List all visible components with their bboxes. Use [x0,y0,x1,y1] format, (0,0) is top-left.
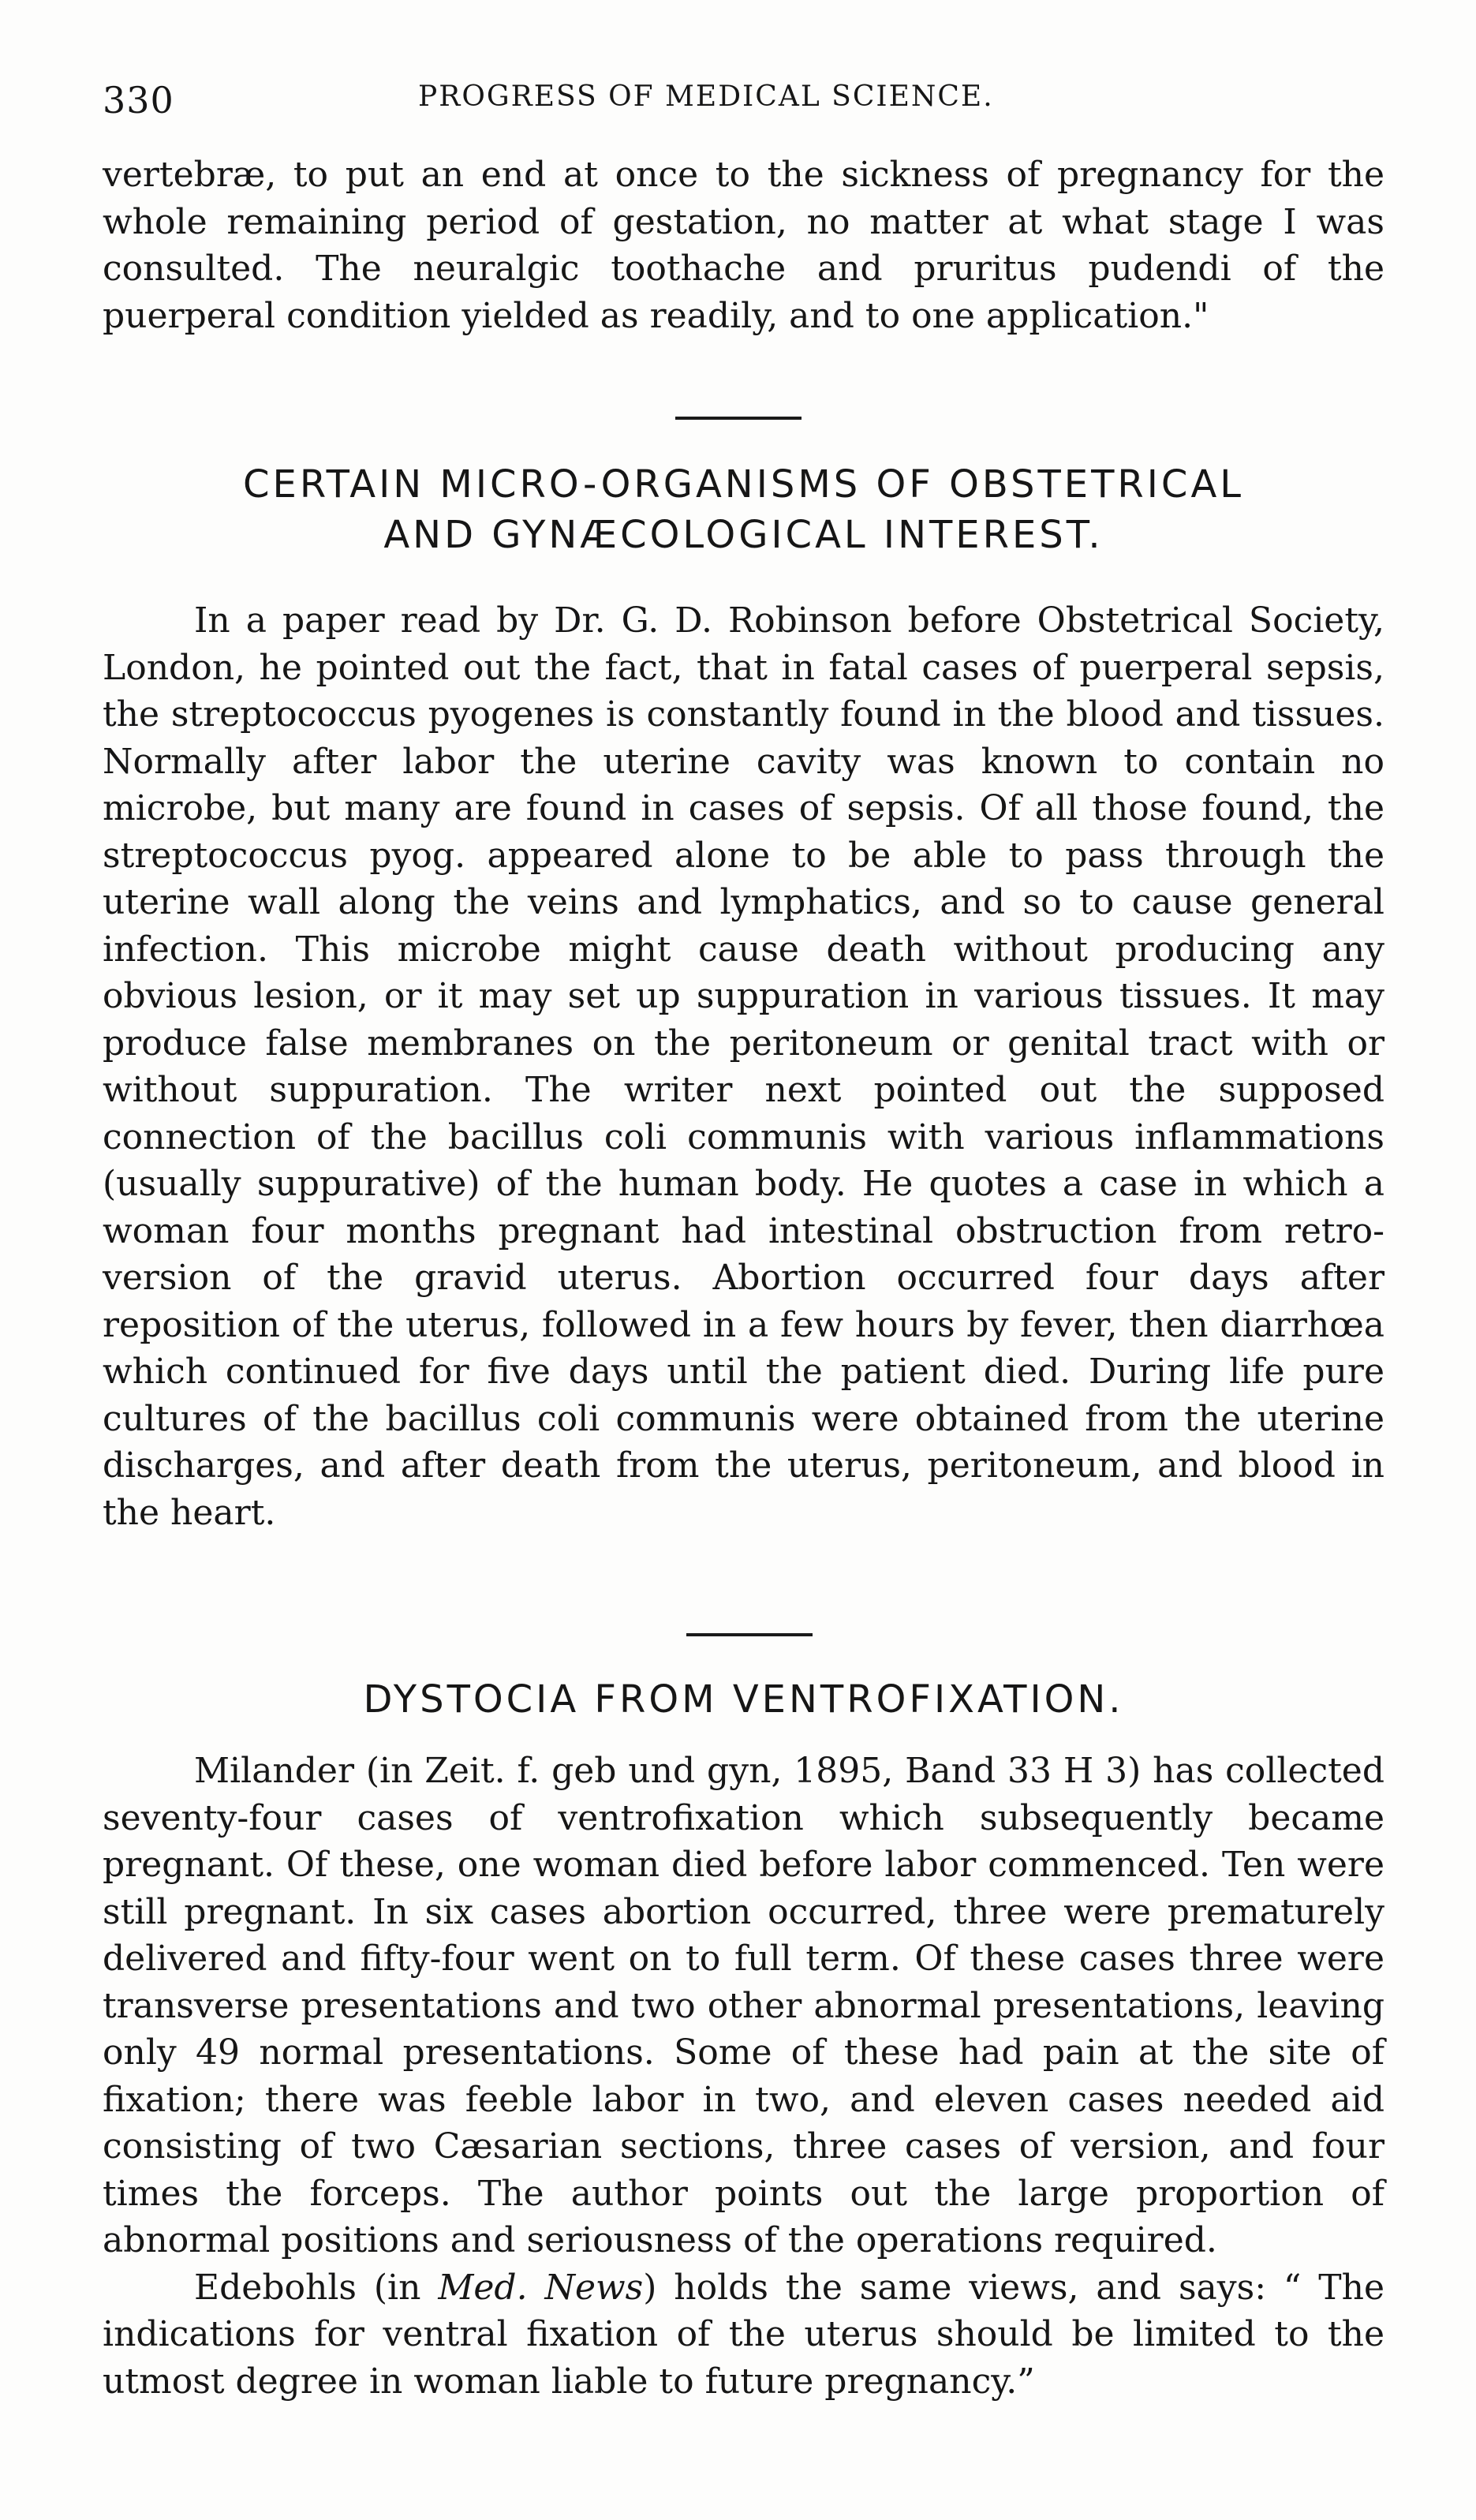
section-title-line: DYSTOCIA FROM VENTROFIXATION. [363,1677,1124,1722]
section-title [103,1674,1384,1725]
running-head: PROGRESS OF MEDICAL SCIENCE. [418,80,994,113]
intro-paragraph: vertebræ, to put an end at once to the sickness of pregnancy for the whole remaining period of gestation, no matter at what stage I was consulted. The neuralgic toothache and pruritus pudendi of the puerperal condition yielded as readily, and to one application." [103,155,1384,336]
section-divider [686,1633,813,1636]
page-number: 330 [103,79,174,122]
page-header [103,79,1381,126]
intro-block [103,151,1384,339]
body-paragraph: In a paper read by Dr. G. D. Robinson before Obstetrical Society, London, he pointed out the fact, that in fatal cases of puerperal sepsis, the streptococcus pyogenes is constantly found in the blood and tissues. Normally after labor the uterine cavity was known to contain no microbe, but many are found in cases of sepsis. Of all those found, the streptococcus pyog. appeared alone to be able to pass through the uterine wall along the veins and lymphatics, and so to cause general infection. This microbe might cause death without producing any obvious lesion, or it may set up suppuration in various tissues. It may produce false membranes on the peritoneum or genital tract with or without suppuration. The writer next pointed out the supposed connection of the bacillus coli communis with various inflammations (usually suppurative) of the human body. He quotes a case in which a woman four months pregnant had intestinal obstruction from retroversion of the gravid uterus. Abortion occurred four days after reposition of the uterus, followed in a few hours by fever, then diarrhœa which continued for five days until the patient died. During life pure cultures of the bacillus coli communis were obtained from the uterine discharges, and after death from the uterus, peritoneum, and blood in the heart. [103,600,1384,1533]
section-body [103,1748,1384,2405]
section-body [103,597,1384,1536]
section-title-line: AND GYNÆCOLOGICAL INTEREST. [383,513,1104,557]
section-divider [675,417,802,420]
body-paragraph: Milander (in Zeit. f. geb und gyn, 1895, Band 33 H 3) has collected seventy-four cases of ventrofixation which subsequently became pregnant. Of these, one woman died before labor commenced. Ten were still pregnant. In six cases abortion occurred, three were prematurely delivered and fifty-four went on to full term. Of these cases three were transverse presentations and two other abnormal presentations, leaving only 49 normal presentations. Some of these had pain at the site of fixation; there was feeble labor in two, and eleven cases needed aid consisting of two Cæsarian sections, three cases of version, and four times the forceps. The author points out the large proportion of abnormal positions and seriousness of the operations required. [103,1751,1384,2260]
paragraph-text: ) holds the same views, and says: “ The indications for ventral fixation of the uterus should be limited to the utmost degree in woman liable to future pregnancy.” [103,2267,1385,2402]
journal-title: Med. News [438,2267,644,2308]
section-title [103,459,1384,560]
paragraph-text: Edebohls (in [194,2267,439,2308]
section-title-line: CERTAIN MICRO-ORGANISMS OF OBSTETRICAL [242,462,1245,507]
body-paragraph [103,2264,1384,2406]
